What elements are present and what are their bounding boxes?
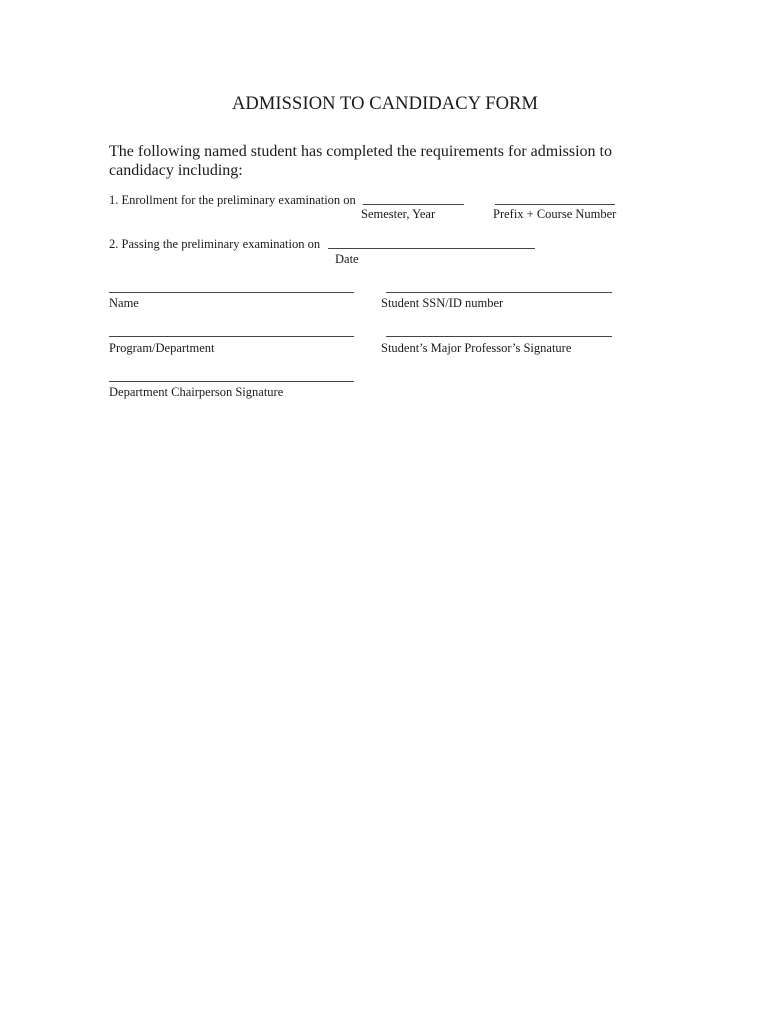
chairperson-caption: Department Chairperson Signature bbox=[109, 385, 284, 399]
name-caption: Name bbox=[109, 296, 139, 310]
student-id-line[interactable] bbox=[386, 292, 612, 293]
intro-paragraph: The following named student has completed the requirements for admission to candidacy including: bbox=[109, 143, 612, 179]
name-line[interactable] bbox=[109, 292, 354, 293]
student-id-caption: Student SSN/ID number bbox=[381, 296, 504, 310]
item2-label: 2. Passing the preliminary examination on bbox=[109, 237, 321, 251]
course-number-line[interactable] bbox=[495, 204, 615, 205]
program-caption: Program/Department bbox=[109, 341, 215, 355]
major-professor-caption: Student’s Major Professor’s Signature bbox=[381, 341, 572, 355]
major-professor-line[interactable] bbox=[386, 336, 612, 337]
form-title: ADMISSION TO CANDIDACY FORM bbox=[231, 94, 539, 114]
course-number-caption: Prefix + Course Number bbox=[493, 207, 617, 221]
exam-date-line[interactable] bbox=[328, 248, 535, 249]
item1-label: 1. Enrollment for the preliminary examination on bbox=[109, 193, 356, 207]
semester-year-line[interactable] bbox=[363, 204, 464, 205]
chairperson-line[interactable] bbox=[109, 381, 354, 382]
program-line[interactable] bbox=[109, 336, 354, 337]
semester-year-caption: Semester, Year bbox=[361, 207, 436, 221]
exam-date-caption: Date bbox=[335, 252, 359, 266]
